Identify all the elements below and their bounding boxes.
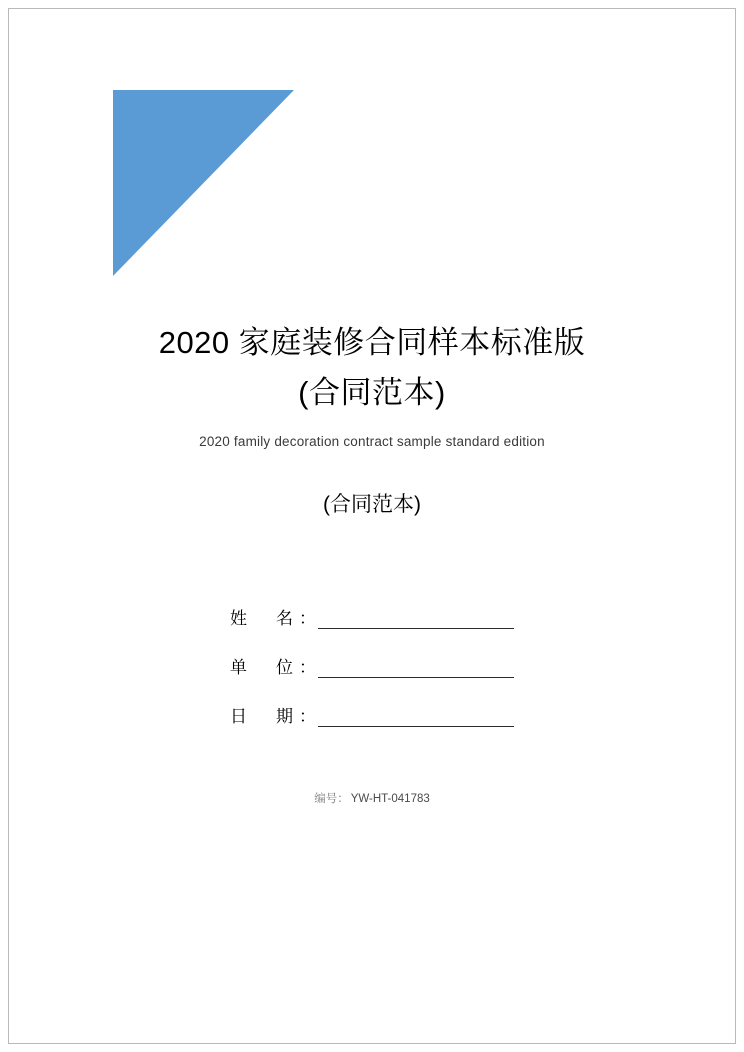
field-colon-name: ： xyxy=(299,609,316,628)
field-label-unit: 单 位 xyxy=(230,658,299,677)
page-title-line-1: 2020 家庭装修合同样本标准版 xyxy=(158,325,586,360)
field-colon-date: ： xyxy=(299,707,316,726)
page-subtitle-chinese: (合同范本) xyxy=(60,482,684,524)
field-input-name[interactable] xyxy=(318,608,514,629)
field-input-date[interactable] xyxy=(318,706,514,727)
field-row-unit xyxy=(0,653,744,678)
field-colon-unit: ： xyxy=(299,658,316,677)
field-row-date xyxy=(0,702,744,727)
field-input-unit[interactable] xyxy=(318,657,514,678)
document-number xyxy=(0,790,744,806)
field-row-name xyxy=(0,604,744,629)
page-title xyxy=(60,318,684,418)
document-number-value: YW-HT-041783 xyxy=(350,793,430,805)
signature-fields xyxy=(0,604,744,751)
document-number-label: 编号： xyxy=(314,793,349,805)
page-subtitle-english: 2020 family decoration contract sample standard edition xyxy=(60,428,684,457)
field-label-date: 日 期 xyxy=(230,707,299,726)
field-label-name: 姓 名 xyxy=(230,609,299,628)
page-title-line-2: (合同范本) xyxy=(298,375,446,410)
blue-triangle-decoration-icon xyxy=(113,90,294,276)
